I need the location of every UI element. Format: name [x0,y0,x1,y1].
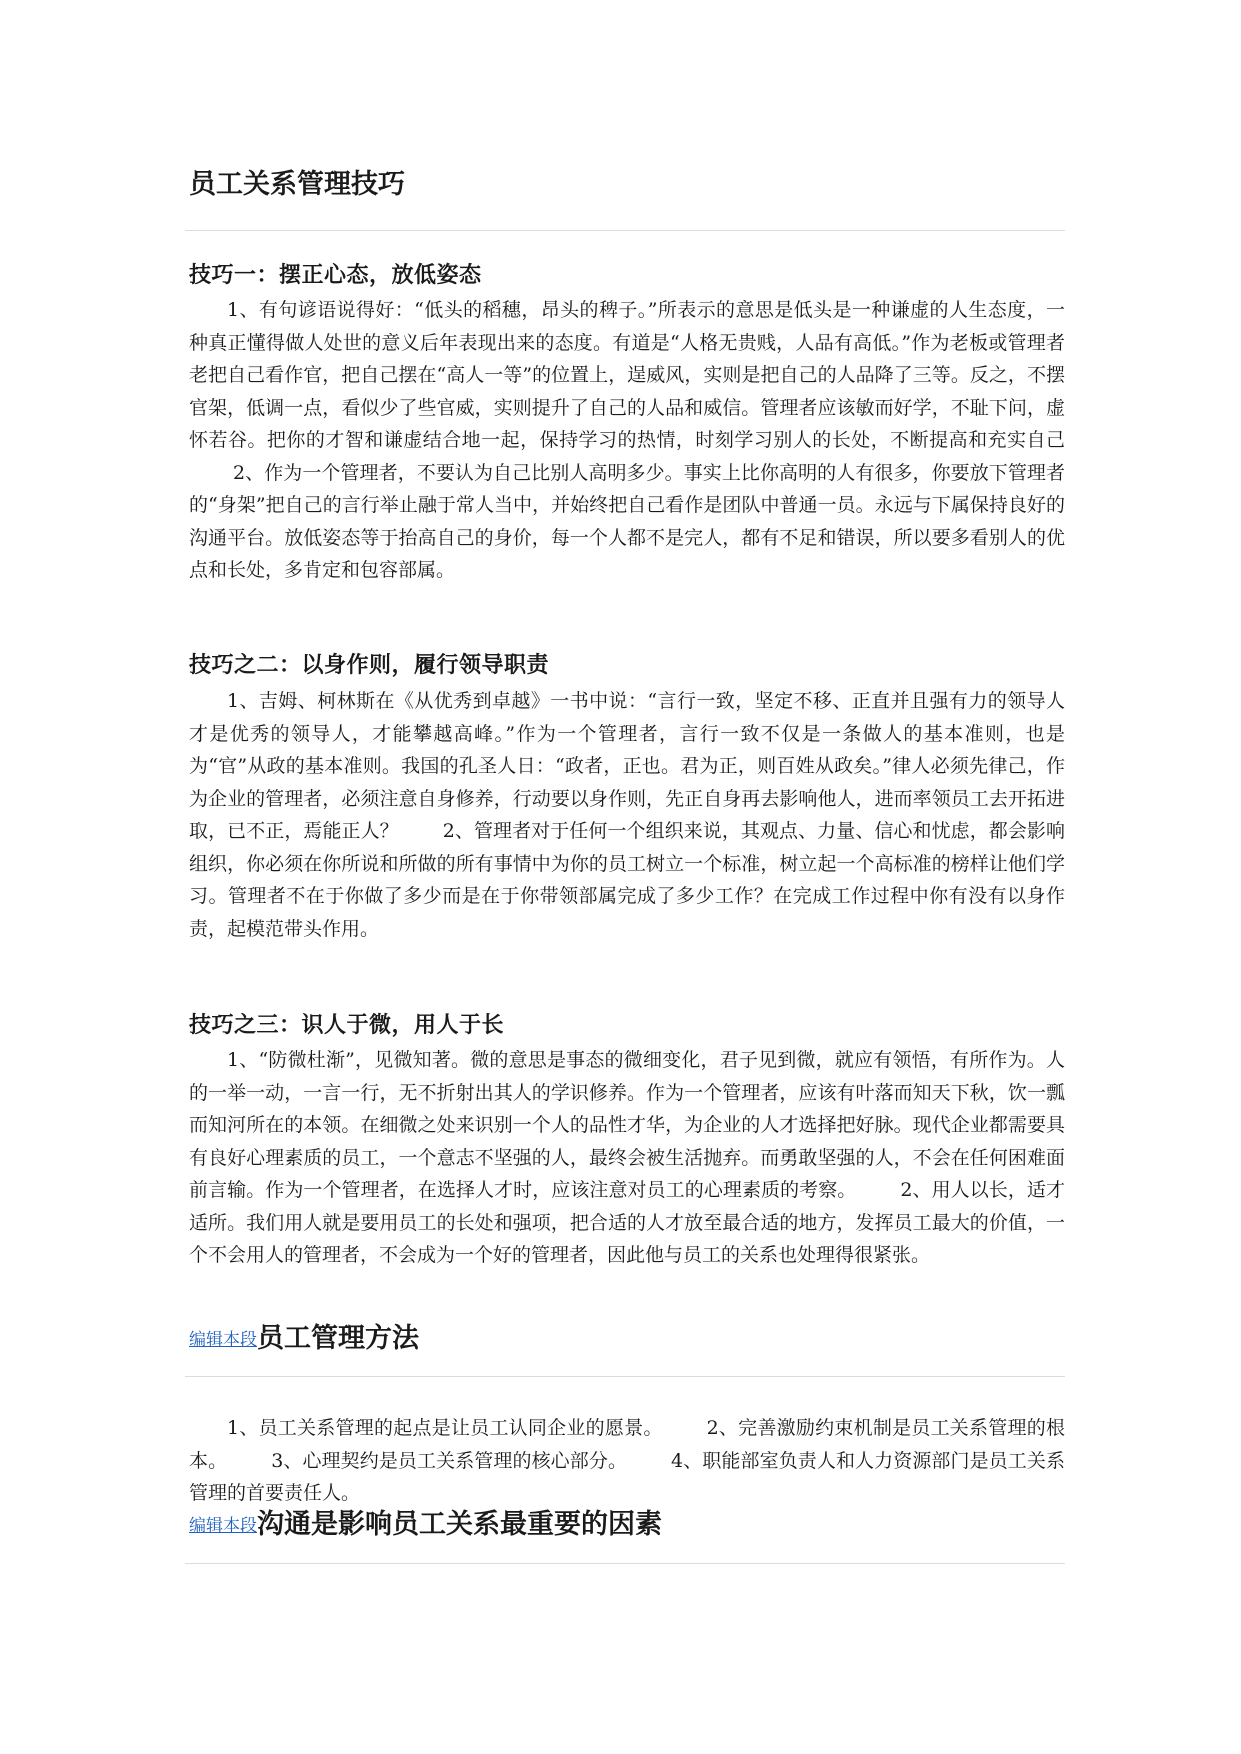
method-item-1: 1、员工关系管理的起点是让员工认同企业的愿景。 [227,1417,663,1439]
section-1-paragraph [189,294,1065,587]
section-3-paragraph [189,1044,1065,1272]
section-3-heading: 技巧之三：识人于微，用人于长 [189,1012,505,1038]
methods-heading-row [189,1316,419,1355]
section-2-point-1: 1、吉姆、柯林斯在《从优秀到卓越》一书中说：“言行一致，坚定不移、正直并且强有力的领导人才是优秀的领导人，才能攀越高峰。”作为一个管理者，言行一致不仅是一条做人的基本准则，也是为“官”从政的基本准则。我国的孔圣人日：“政者，正也。君为正，则百姓从政矣。”律人必须先律己，作为企业的管理者，必须注意自身修养，行动要以身作则，先正自身再去影响他人，进而率领员工去开拓进取，已不正，焉能正人？ [189,690,1065,842]
title-divider [185,230,1065,231]
methods-divider [185,1376,1065,1377]
method-item-3: 3、心理契约是员工关系管理的核心部分。 [271,1449,628,1472]
communication-heading: 沟通是影响员工关系最重要的因素 [257,1509,662,1540]
methods-heading: 员工管理方法 [257,1323,419,1354]
method-item-4: 4、职能部室负责人和人力资源部门是员工关系管理的首要责任人。 [189,1449,1065,1504]
section-3-point-2: 2、用人以长，适才适所。我们用人就是要用员工的长处和强项，把合适的人才放至最合适的地方，发挥员工最大的价值，一个不会用人的管理者，不会成为一个好的管理者，因此他与员工的关系也处理得很紧张。 [189,1179,1065,1266]
section-1-point-2: 2、作为一个管理者，不要认为自己比别人高明多少。事实上比你高明的人有很多，你要放下管理者的“身架”把自己的言行举止融于常人当中，并始终把自己看作是团队中普通一员。永远与下属保持良好的沟通平台。放低姿态等于抬高自己的身价，每一个人都不是完人，都有不足和错误，所以要多看别人的优点和长处，多肯定和包容部属。 [189,461,1065,581]
communication-heading-row [189,1502,662,1541]
section-1-point-1: 1、有句谚语说得好：“低头的稻穗，昂头的稗子。”所表示的意思是低头是一种谦虚的人生态度，一种真正懂得做人处世的意义后年表现出来的态度。有道是“人格无贵贱，人品有高低。”作为老板或管理者老把自己看作官，把自己摆在“高人一等”的位置上，逞威风，实则是把自己的人品降了三等。反之，不摆官架，低调一点，看似少了些官威，实则提升了自己的人品和威信。管理者应该敏而好学，不耻下问，虚怀若谷。把你的才智和谦虚结合地一起，保持学习的热情，时刻学习别人的长处，不断提高和充实自己 [189,299,1065,451]
section-2-paragraph [189,685,1065,945]
section-2-heading: 技巧之二：以身作则，履行领导职责 [189,652,550,678]
method-item-2: 2、完善激励约束机制是员工关系管理的根本。 [189,1417,1066,1472]
communication-divider [185,1563,1065,1564]
edit-section-link[interactable]: 编辑本段 [189,1330,257,1350]
section-1-heading: 技巧一：摆正心态，放低姿态 [189,262,482,288]
section-2-point-2: 2、管理者对于任何一个组织来说，其观点、力量、信心和忧虑，都会影响组织，你必须在你所说和所做的所有事情中为你的员工树立一个标准，树立起一个高标准的榜样让他们学习。管理者不在于你做了多少而是在于你带领部属完成了多少工作？在完成工作过程中你有没有以身作责，起模范带头作用。 [189,820,1065,940]
document-title: 员工关系管理技巧 [189,169,405,200]
section-3-point-1: 1、“防微杜渐”，见微知著。微的意思是事态的微细变化，君子见到微，就应有领悟，有所作为。人的一举一动，一言一行，无不折射出其人的学识修养。作为一个管理者，应该有叶落而知天下秋，饮一瓢而知河所在的本领。在细微之处来识别一个人的品性才华，为企业的人才选择把好脉。现代企业都需要具有良好心理素质的员工，一个意志不坚强的人，最终会被生活抛弃。而勇敢坚强的人，不会在任何困难面前言输。作为一个管理者，在选择人才时，应该注意对员工的心理素质的考察。 [189,1049,1065,1201]
edit-section-link[interactable]: 编辑本段 [189,1516,257,1536]
methods-paragraph [189,1412,1065,1510]
